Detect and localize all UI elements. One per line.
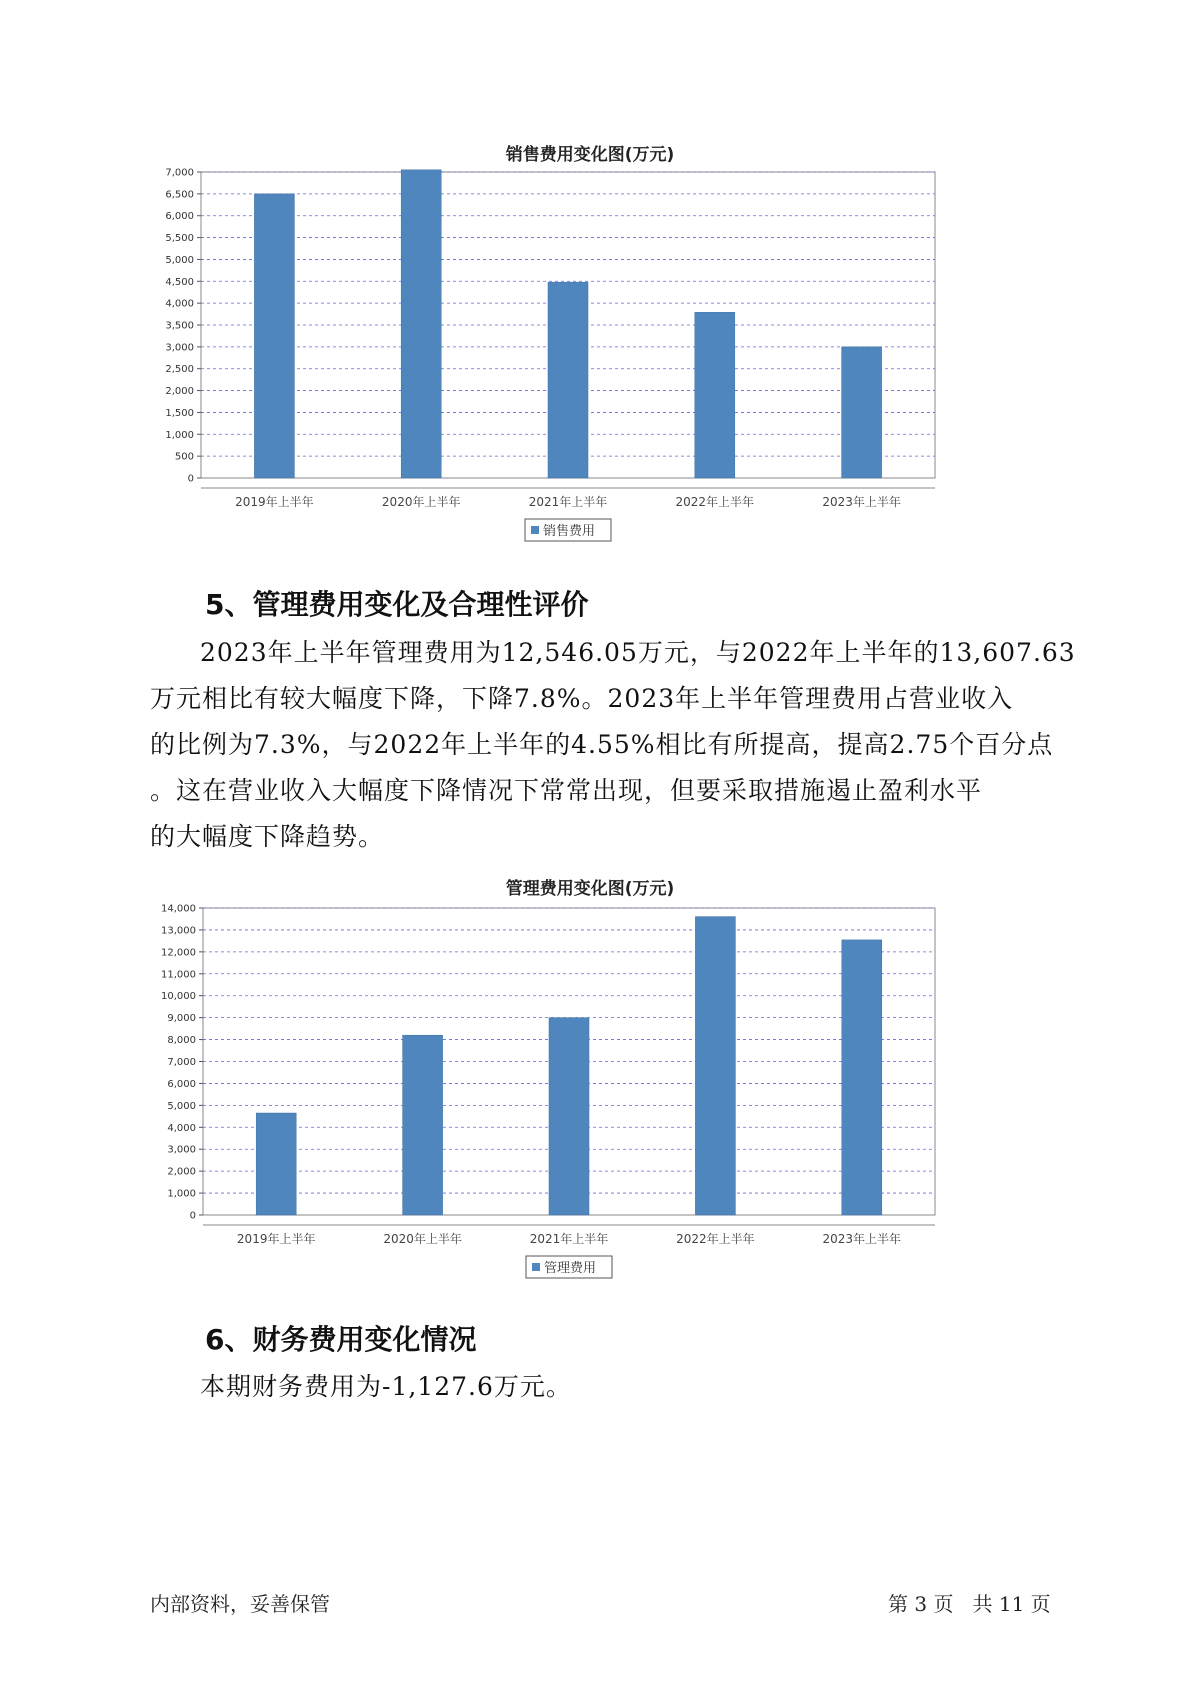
y-tick-label: 2,000: [165, 386, 194, 398]
y-tick-label: 5,500: [165, 233, 194, 245]
paragraph-line: 的大幅度下降趋势。: [150, 822, 385, 851]
y-tick-label: 12,000: [161, 947, 196, 959]
admin-expense-chart: [150, 874, 1030, 1294]
y-tick-label: 9,000: [167, 1013, 196, 1025]
section-5-paragraph: [150, 630, 1076, 860]
y-tick-label: 7,000: [167, 1057, 196, 1068]
y-tick-label: 13,000: [161, 925, 196, 937]
chart-title: 销售费用变化图(万元): [505, 145, 675, 165]
section-6-paragraph: [150, 1364, 1070, 1410]
section-6-heading: 6、财务费用变化情况: [205, 1323, 477, 1356]
legend-label: 销售费用: [543, 524, 596, 539]
paragraph-line: 。这在营业收入大幅度下降情况下常常出现，但要采取措施遏止盈利水平: [150, 776, 983, 805]
bar: [254, 194, 294, 478]
bar: [695, 917, 735, 1215]
x-tick-label: 2021年上半年: [529, 1232, 609, 1246]
x-tick-label: 2023年上半年: [822, 495, 901, 509]
bar: [403, 1035, 443, 1215]
y-tick-label: 10,000: [161, 991, 196, 1003]
admin-expense-bar-chart: [150, 899, 1030, 1294]
sales-expense-bar-chart: [150, 165, 1030, 545]
y-tick-label: 2,000: [167, 1166, 196, 1178]
bar: [842, 940, 882, 1215]
y-tick-label: 4,500: [165, 276, 194, 288]
x-tick-label: 2022年上半年: [675, 495, 755, 509]
y-tick-label: 6,000: [167, 1078, 196, 1090]
x-tick-label: 2019年上半年: [236, 1232, 316, 1246]
legend-swatch: [532, 1263, 540, 1271]
y-tick-label: 2,500: [165, 364, 194, 376]
bar: [549, 1018, 589, 1215]
y-tick-label: 1,000: [167, 1188, 196, 1200]
bar: [401, 170, 441, 478]
y-tick-label: 5,000: [165, 254, 194, 266]
y-tick-label: 3,000: [167, 1144, 196, 1156]
x-tick-label: 2021年上半年: [528, 495, 608, 509]
x-tick-label: 2022年上半年: [676, 1232, 755, 1246]
x-tick-label: 2023年上半年: [822, 1232, 902, 1246]
y-tick-label: 0: [187, 473, 194, 485]
bar: [548, 282, 588, 478]
y-tick-label: 500: [174, 451, 194, 463]
y-tick-label: 1,000: [165, 429, 194, 441]
y-tick-label: 1,500: [165, 407, 194, 419]
x-tick-label: 2019年上半年: [235, 495, 314, 509]
y-tick-label: 8,000: [167, 1035, 196, 1047]
footer-left: 内部资料，妥善保管: [150, 1592, 330, 1616]
page-number: 第 3 页 共 11 页: [888, 1592, 1051, 1616]
chart-title: 管理费用变化图(万元): [505, 879, 675, 899]
y-tick-label: 11,000: [161, 969, 196, 981]
y-tick-label: 7,000: [165, 167, 194, 179]
bar: [695, 312, 735, 478]
y-tick-label: 6,500: [165, 189, 194, 201]
section-5-heading: 5、管理费用变化及合理性评价: [205, 588, 589, 621]
bar: [256, 1113, 296, 1215]
paragraph-line: 万元相比有较大幅度下降，下降7.8%。2023年上半年管理费用占营业收入: [150, 684, 1014, 713]
y-tick-label: 3,500: [165, 320, 194, 332]
sales-expense-chart: [150, 140, 1030, 550]
y-tick-label: 6,000: [165, 211, 194, 223]
paragraph-line: 本期财务费用为-1,127.6万元。: [200, 1372, 572, 1401]
paragraph-line: 的比例为7.3%，与2022年上半年的4.55%相比有所提高，提高2.75个百分点: [150, 730, 1054, 759]
legend-swatch: [531, 526, 539, 534]
x-tick-label: 2020年上半年: [383, 1232, 462, 1246]
paragraph-line: 2023年上半年管理费用为12,546.05万元，与2022年上半年的13,607.63: [200, 638, 1076, 667]
x-tick-label: 2020年上半年: [381, 495, 461, 509]
legend-label: 管理费用: [544, 1261, 597, 1276]
y-tick-label: 0: [189, 1210, 196, 1222]
y-tick-label: 14,000: [161, 903, 196, 915]
y-tick-label: 5,000: [167, 1100, 196, 1112]
y-tick-label: 3,000: [165, 342, 194, 354]
bar: [842, 347, 882, 478]
y-tick-label: 4,000: [167, 1122, 196, 1134]
y-tick-label: 4,000: [165, 298, 194, 310]
